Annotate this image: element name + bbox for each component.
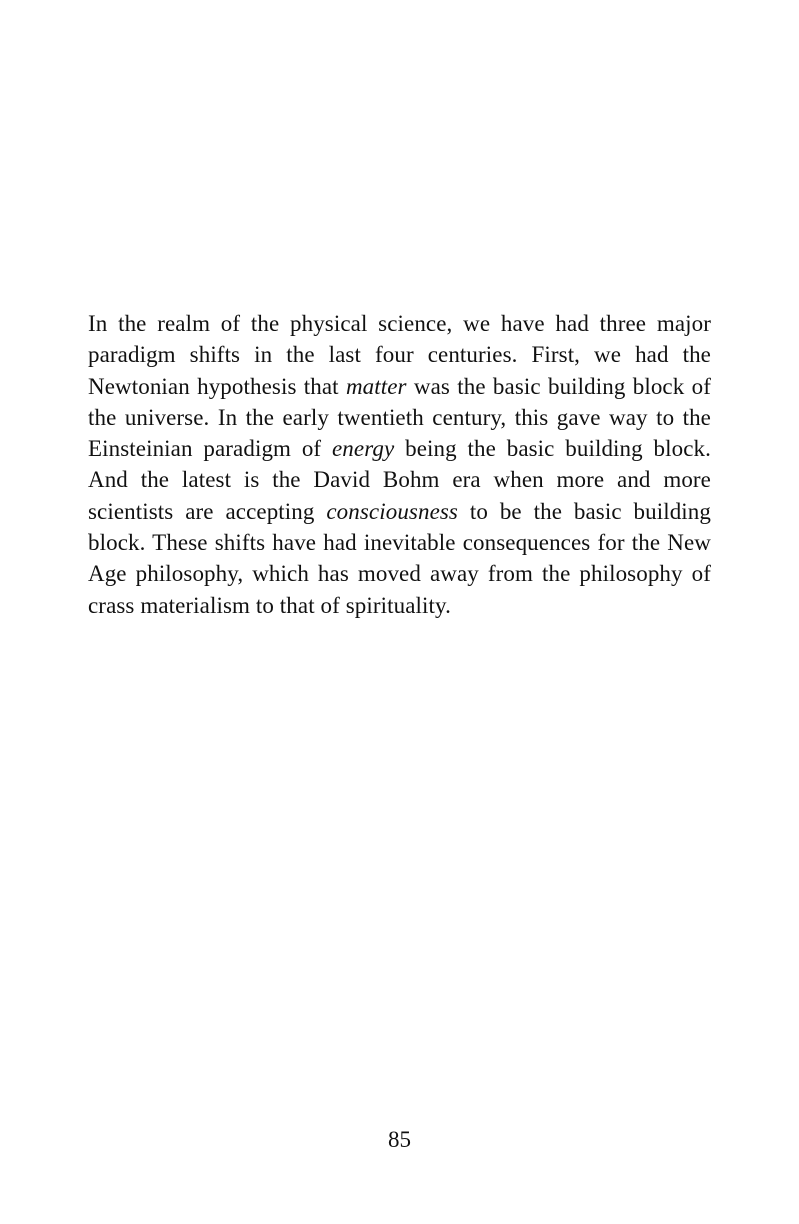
body-paragraph: [88, 308, 711, 621]
paragraph-text-part-3: being the basic building block. And the latest is the David Bohm era when more and more scientists are accepting: [88, 436, 711, 524]
paragraph-text-part-2: was the basic building block of the universe. In the early twentieth century, this gave way to the Einsteinian paradigm of: [88, 373, 711, 462]
emphasis-matter: matter: [345, 373, 407, 399]
page-number: 85: [388, 1127, 411, 1152]
paragraph-text-part-4: to be the basic building block. These shifts have had inevitable consequences for the New Age philosophy, which has moved away from the philosophy of crass materialism to that of spirituality.: [88, 498, 711, 618]
emphasis-energy: energy: [332, 436, 395, 462]
paragraph-text-part-1: In the realm of the physical science, we have had three major paradigm shifts in the last four centuries. First, we had the Newtonian hypothesis that: [88, 311, 711, 399]
emphasis-consciousness: consciousness: [326, 498, 458, 524]
